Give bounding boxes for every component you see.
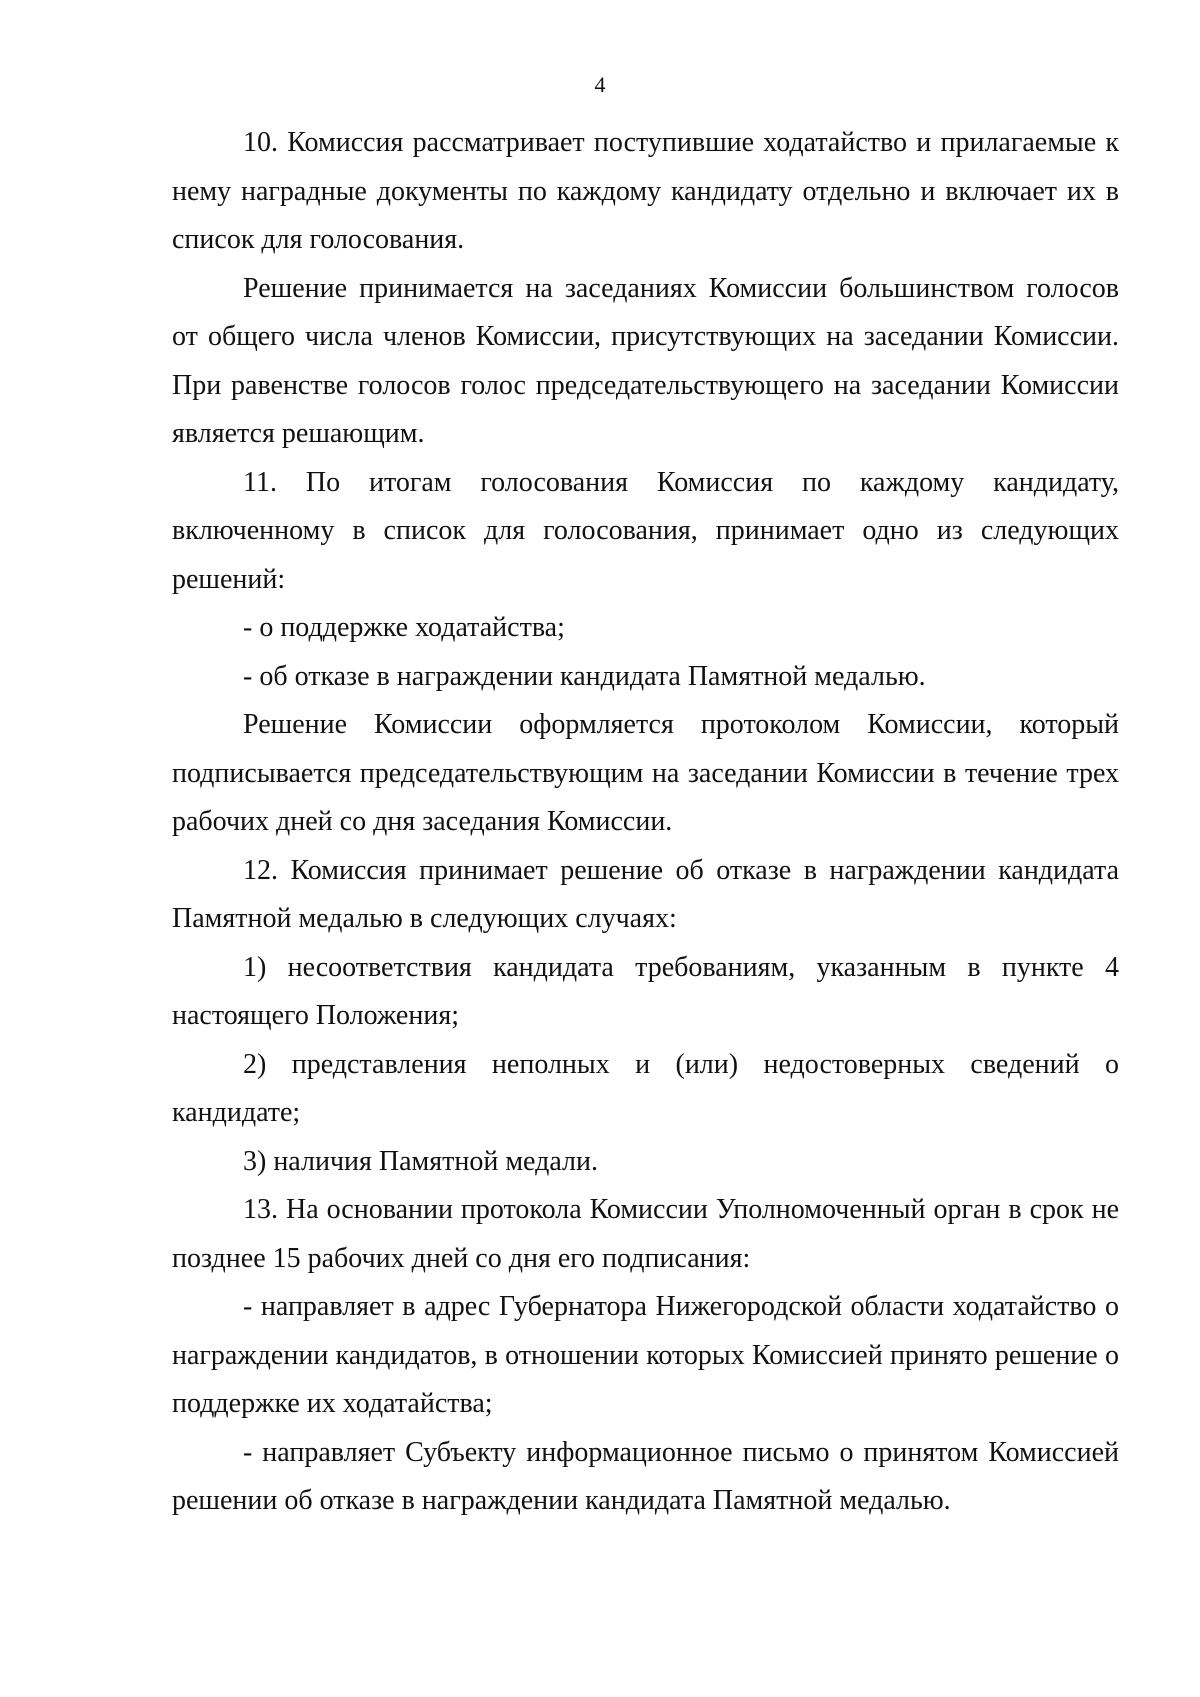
- paragraph-protocol: Решение Комиссии оформляется протоколом Комиссии, который подписывается председательствующим на заседании Комиссии в течение трех рабочих дней со дня заседания Комиссии.: [172, 709, 1119, 837]
- paragraph-12: 12. Комиссия принимает решение об отказе в награждении кандидата Памятной медалью в следующих случаях:: [172, 854, 1119, 934]
- page-number: 4: [594, 72, 606, 97]
- list-item-2: 2) представления неполных и (или) недостоверных сведений о кандидате;: [172, 1048, 1119, 1128]
- paragraph-11: 11. По итогам голосования Комиссия по каждому кандидату, включенному в список для голосования, принимает одно из следующих решений:: [172, 466, 1119, 595]
- list-item-3: 3) наличия Памятной медали.: [243, 1145, 598, 1177]
- list-item-governor: - направляет в адрес Губернатора Нижегородской области ходатайство о награждении кандидатов, в отношении которых Комиссией принято решение о поддержке их ходатайства;: [172, 1291, 1119, 1419]
- list-item-letter: - направляет Субъекту информационное письмо о принятом Комиссией решении об отказе в награждении кандидата Памятной медалью.: [172, 1436, 1119, 1516]
- list-item-support: - о поддержке ходатайства;: [243, 612, 565, 643]
- list-item-refusal: - об отказе в награждении кандидата Памятной медалью.: [243, 660, 926, 692]
- document-body: [172, 119, 1119, 1526]
- paragraph-10: 10. Комиссия рассматривает поступившие ходатайство и прилагаемые к нему наградные документы по каждому кандидату отдельно и включает их в список для голосования.: [172, 127, 1119, 255]
- paragraph-13: 13. На основании протокола Комиссии Уполномоченный орган в срок не позднее 15 рабочих дней со дня его подписания:: [172, 1194, 1119, 1274]
- paragraph-decision-rule: Решение принимается на заседаниях Комиссии большинством голосов от общего числа членов Комиссии, присутствующих на заседании Комиссии. При равенстве голосов голос председательствующего на заседании Комиссии является решающим.: [172, 272, 1119, 449]
- list-item-1: 1) несоответствия кандидата требованиям, указанным в пункте 4 настоящего Положения;: [172, 951, 1119, 1031]
